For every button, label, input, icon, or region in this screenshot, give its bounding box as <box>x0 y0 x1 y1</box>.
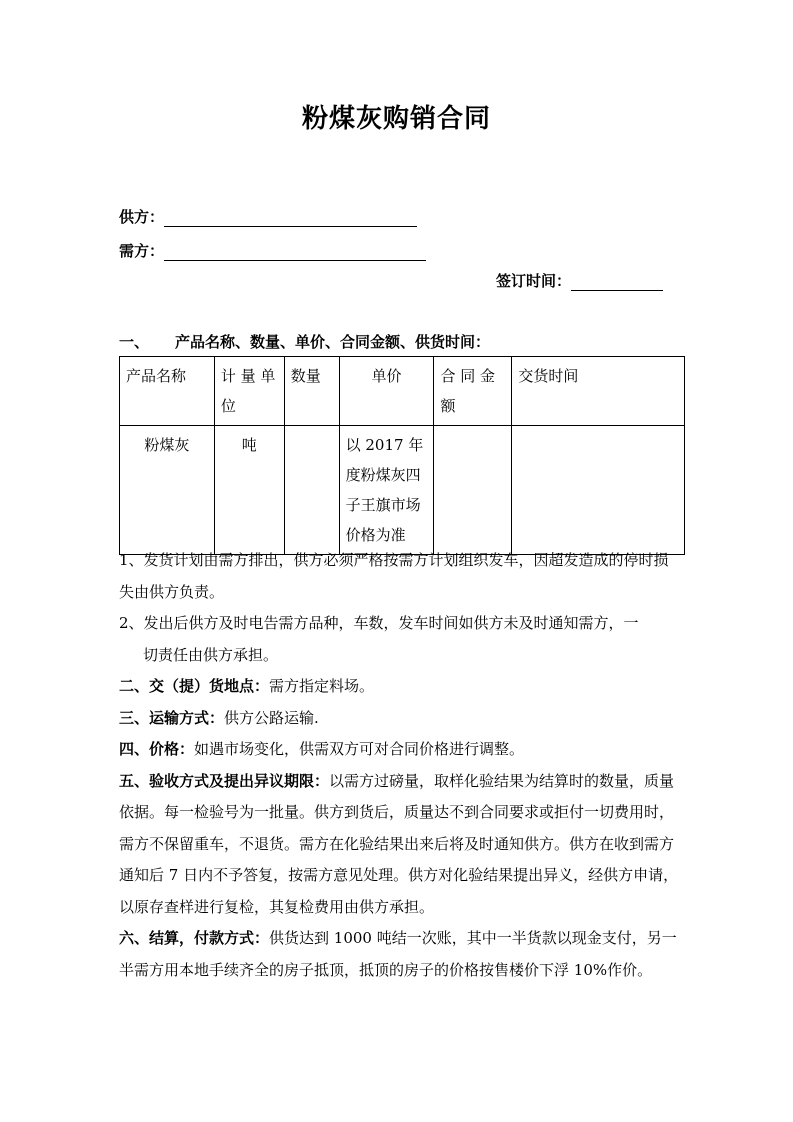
section-3 <box>119 703 679 735</box>
buyer-field <box>119 240 426 261</box>
header-contract-amount: 合 同 金 额 <box>434 357 512 426</box>
section-4-text: 如遇市场变化，供需双方可对合同价格进行调整。 <box>194 740 525 758</box>
sign-date-blank-line <box>571 276 663 291</box>
table-row <box>120 426 685 555</box>
clause-2-line-2: 切责任由供方承担。 <box>143 645 279 664</box>
section-5-text: 以需方过磅量，取样化验结果为结算时的数量，质量依据。每一检验号为一批量。供方到货后，质量达不到合同要求或拒付一切费用时，需方不保留重车，不退货。需方在化验结果出来后将及时通知供方。供方在收到需方通知后 7 日内不予答复，按需方意见处理。供方对化验结果提出异义，经供方申请，以原存查样进行复检，其复检费用由供方承担。 <box>119 771 679 916</box>
header-unit-price: 单价 <box>339 357 434 426</box>
section-1-number: 一、 <box>119 333 150 351</box>
supplier-label: 供方： <box>119 208 165 226</box>
section-4 <box>119 734 679 766</box>
section-6-text: 供货达到 1000 吨结一次账，其中一半货款以现金支付，另一半需方用本地手续齐全的房子抵顶，抵顶的房子的价格按售楼价下浮 10%作价。 <box>119 929 677 979</box>
cell-unit-price: 以 2017 年度粉煤灰四子王旗市场价格为准 <box>339 426 434 555</box>
section-1-title: 产品名称、数量、单价、合同金额、供货时间： <box>175 333 491 351</box>
buyer-blank-line <box>164 246 426 261</box>
contract-clauses <box>119 545 679 986</box>
section-3-text: 供方公路运输. <box>224 708 319 727</box>
section-4-label: 四、价格： <box>119 740 195 758</box>
buyer-label: 需方： <box>119 242 165 260</box>
cell-unit: 吨 <box>214 426 284 555</box>
cell-quantity <box>284 426 339 555</box>
header-delivery-time: 交货时间 <box>512 357 685 426</box>
cell-contract-amount <box>434 426 512 555</box>
section-3-label: 三、运输方式： <box>119 708 225 727</box>
page-title: 粉煤灰购销合同 <box>301 104 491 134</box>
section-5-label: 五、验收方式及提出异议期限： <box>119 771 330 790</box>
section-2 <box>119 671 679 703</box>
cell-delivery-time <box>512 426 685 555</box>
clause-2-line-1: 2、发出后供方及时电告需方品种，车数，发车时间如供方未及时通知需方，一 <box>119 614 639 632</box>
section-2-label: 二、交（提）货地点： <box>119 677 270 695</box>
section-2-text: 需方指定料场。 <box>269 677 375 695</box>
supplier-blank-line <box>164 212 417 227</box>
table-header-row <box>120 357 685 426</box>
section-1-heading <box>119 331 490 352</box>
header-product-name: 产品名称 <box>120 357 215 426</box>
header-unit: 计 量 单 位 <box>214 357 284 426</box>
sign-date-field <box>496 270 663 291</box>
section-6 <box>119 923 679 986</box>
supplier-field <box>119 206 417 227</box>
product-table <box>119 356 685 555</box>
header-quantity: 数量 <box>284 357 339 426</box>
section-6-label: 六、结算，付款方式： <box>119 929 270 947</box>
section-5 <box>119 766 679 924</box>
clause-1: 1、发货计划由需方排出，供方必须严格按需方计划组织发车，因超发造成的停时损失由供方负责。 <box>119 551 669 601</box>
sign-date-label: 签订时间： <box>496 272 572 290</box>
cell-product-name: 粉煤灰 <box>120 426 215 555</box>
